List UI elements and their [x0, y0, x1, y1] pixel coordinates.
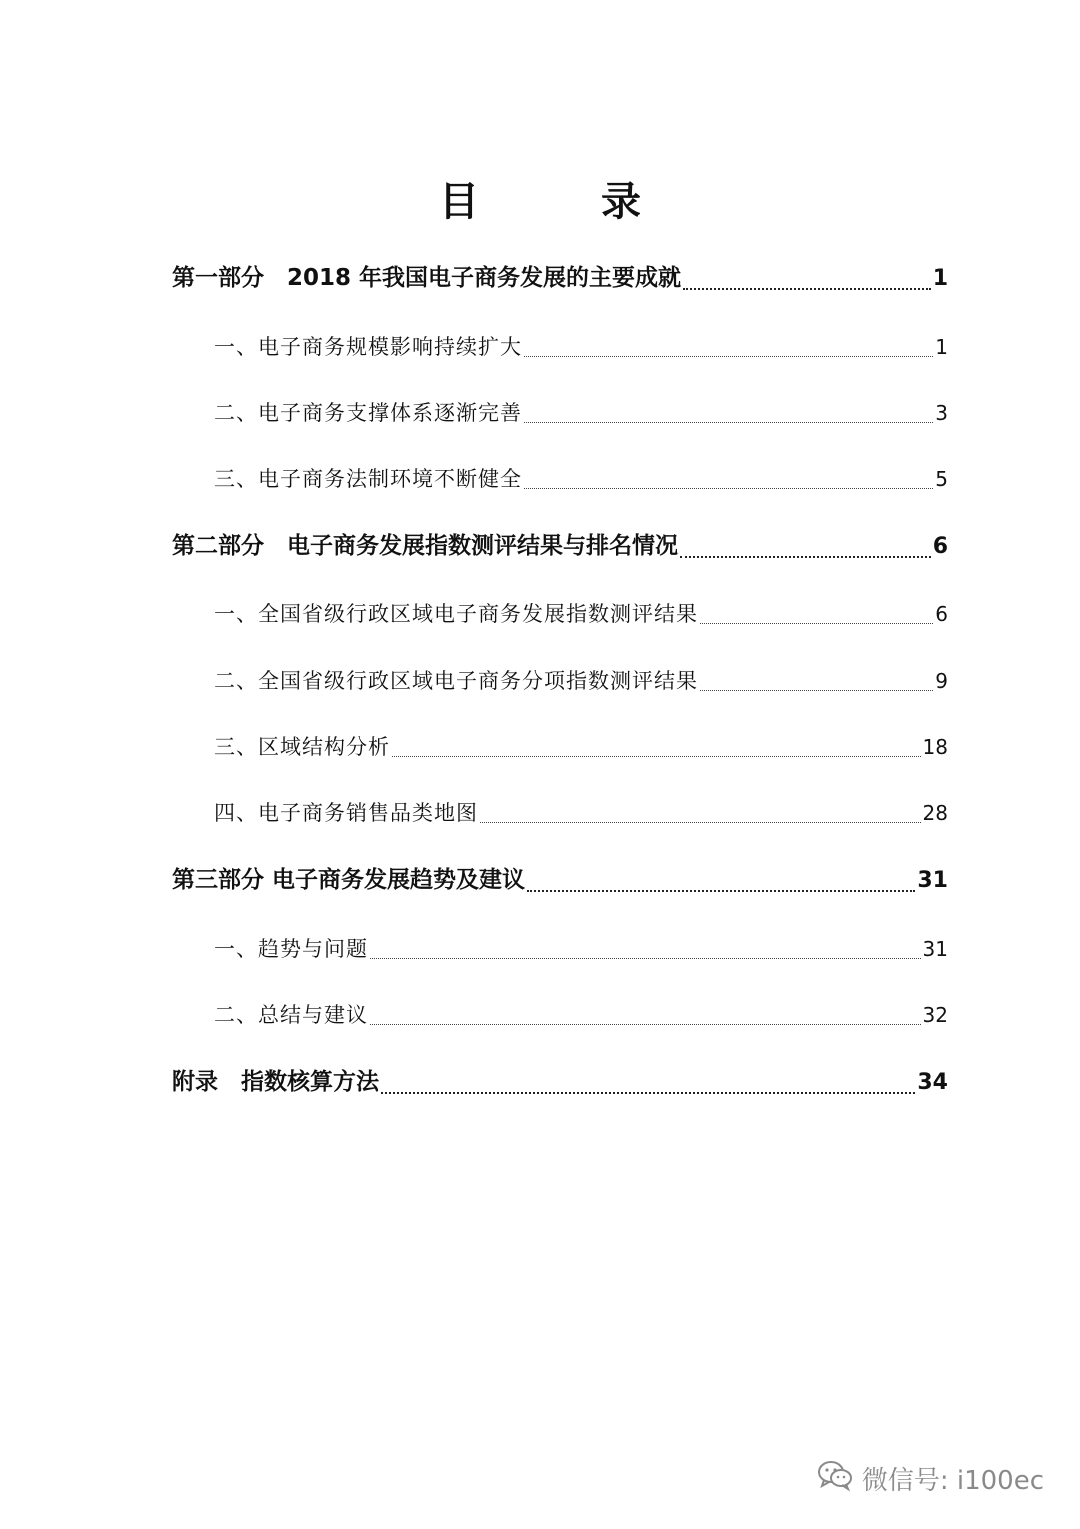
- toc-entry-1-1[interactable]: [214, 330, 948, 364]
- dot-leader: [524, 421, 933, 423]
- toc-page-number: 1: [932, 266, 948, 291]
- toc-entry-part-2[interactable]: [172, 529, 948, 563]
- toc-entry-label: 第三部分 电子商务发展趋势及建议: [172, 867, 526, 893]
- toc-page-number: 28: [922, 801, 948, 825]
- toc-entry-1-3[interactable]: [214, 462, 948, 496]
- toc-page-number: 32: [922, 1003, 948, 1027]
- toc-page-number: 1: [935, 335, 948, 359]
- watermark: [816, 1458, 1044, 1499]
- toc-page-number: 18: [922, 735, 948, 759]
- toc-entry-label: 二、电子商务支撑体系逐渐完善: [214, 401, 522, 425]
- toc-page-number: 31: [917, 868, 948, 893]
- toc-entry-2-4[interactable]: [214, 796, 948, 830]
- toc-entry-2-1[interactable]: [214, 597, 948, 631]
- toc-entry-part-1[interactable]: [172, 261, 948, 295]
- dot-leader: [680, 555, 931, 558]
- dot-leader: [524, 355, 933, 357]
- toc-entry-label: 二、全国省级行政区域电子商务分项指数测评结果: [214, 669, 698, 693]
- dot-leader: [527, 889, 915, 892]
- toc-page-number: 34: [917, 1070, 948, 1095]
- toc-entry-label: 第二部分 电子商务发展指数测评结果与排名情况: [172, 533, 678, 559]
- toc-entry-label: 二、总结与建议: [214, 1003, 368, 1027]
- dot-leader: [700, 622, 933, 624]
- dot-leader: [370, 1023, 921, 1025]
- dot-leader: [381, 1091, 915, 1094]
- dot-leader: [683, 287, 931, 290]
- toc-entry-3-2[interactable]: [214, 998, 948, 1032]
- toc-entry-label: 一、全国省级行政区域电子商务发展指数测评结果: [214, 602, 698, 626]
- toc-entry-3-1[interactable]: [214, 932, 948, 966]
- dot-leader: [524, 487, 933, 489]
- toc-entry-label: 第一部分 2018 年我国电子商务发展的主要成就: [172, 265, 682, 291]
- toc-entry-1-2[interactable]: [214, 396, 948, 430]
- toc-page-number: 6: [935, 602, 948, 626]
- toc-entry-label: 一、趋势与问题: [214, 937, 368, 961]
- toc-entry-label: 四、电子商务销售品类地图: [214, 801, 478, 825]
- toc-entry-label: 附录 指数核算方法: [172, 1069, 379, 1095]
- toc-page-number: 31: [922, 937, 948, 961]
- toc-entry-2-2[interactable]: [214, 664, 948, 698]
- toc-page-number: 9: [935, 669, 948, 693]
- toc-entry-part-3[interactable]: [172, 863, 948, 897]
- toc-page-number: 3: [935, 401, 948, 425]
- toc-entry-label: 三、电子商务法制环境不断健全: [214, 467, 522, 491]
- toc-page-number: 5: [935, 467, 948, 491]
- wechat-icon: [816, 1458, 862, 1499]
- dot-leader: [370, 957, 921, 959]
- watermark-text: 微信号: i100ec: [861, 1466, 1044, 1496]
- toc-entry-label: 三、区域结构分析: [214, 735, 390, 759]
- dot-leader: [700, 689, 933, 691]
- toc-entry-label: 一、电子商务规模影响持续扩大: [214, 335, 522, 359]
- dot-leader: [392, 755, 921, 757]
- toc-page-number: 6: [932, 534, 948, 559]
- toc-entry-appendix[interactable]: [172, 1065, 948, 1099]
- toc-entry-2-3[interactable]: [214, 730, 948, 764]
- dot-leader: [480, 821, 921, 823]
- page-title: 目 录: [439, 179, 695, 225]
